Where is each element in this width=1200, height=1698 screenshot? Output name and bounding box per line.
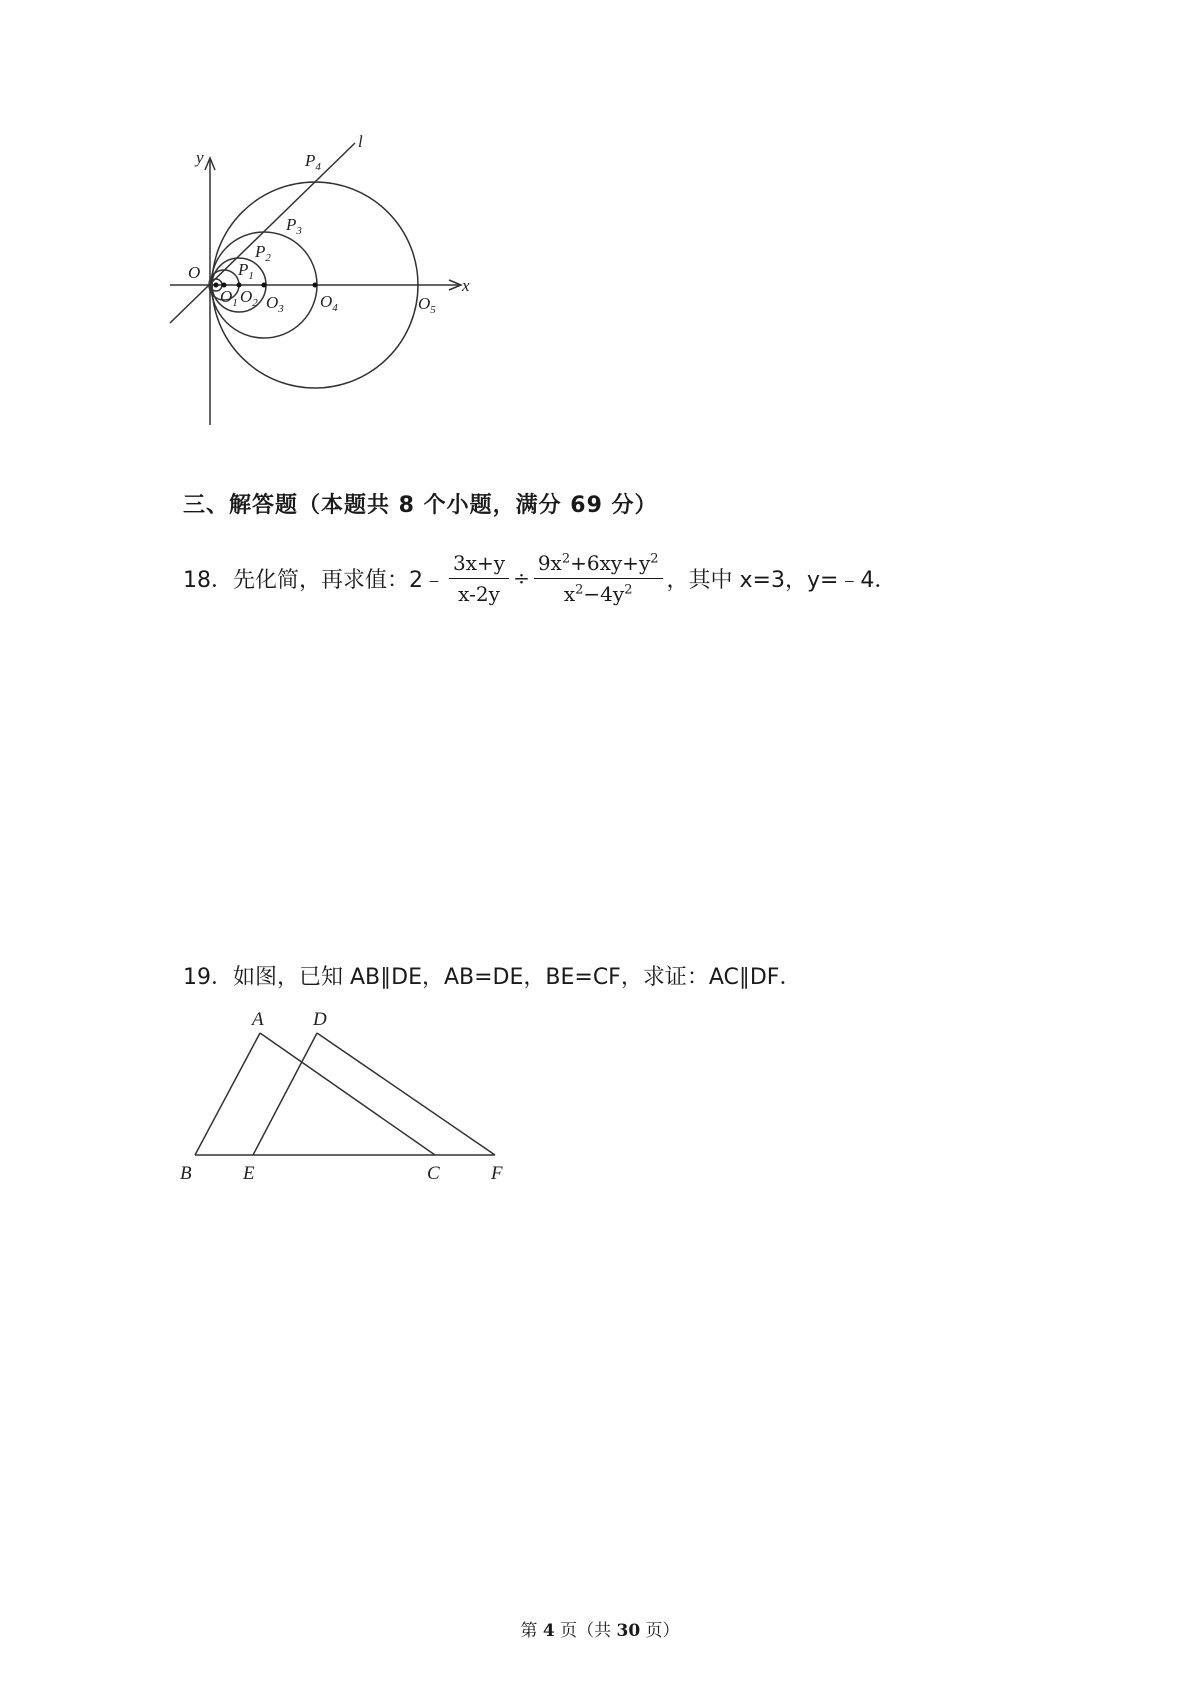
label-p4: $P_4$ [305,151,321,173]
q18-division-sign: ÷ [513,566,530,590]
label-y: y [196,148,204,167]
point-o4 [262,283,267,288]
circles-figure [160,125,520,425]
q18-fraction-1 [449,551,509,606]
label-o4: $O_4$ [320,292,338,314]
segment-ab [195,1033,260,1155]
label-o3: $O_3$ [266,293,284,315]
label-c: C [427,1163,440,1184]
question-18 [183,543,896,613]
q18-frac1-denominator: x-2y [458,581,500,606]
point-o1 [214,283,219,288]
triangles-figure [175,1005,515,1185]
segment-ac [260,1033,435,1155]
page-number: 4 [542,1621,555,1641]
page-footer: 第 4 页（共 30 页） [520,1621,680,1641]
q18-prefix: 18．先化简，再求值：2﹣ [183,567,445,593]
label-p2: $P_2$ [255,242,271,264]
q18-suffix: ，其中 x=3，y=﹣4． [666,567,897,593]
label-d: D [313,1009,327,1030]
point-o5 [313,283,318,288]
label-o5: $O_5$ [418,294,436,316]
q18-frac2-numerator: $9x^2+6xy+y^2$ [534,551,663,579]
label-l: l [358,132,363,151]
label-origin: O [188,263,201,282]
segment-df [317,1033,495,1155]
label-f: F [491,1163,503,1184]
label-e: E [243,1163,255,1184]
label-a: A [252,1009,264,1030]
label-p1: $P_1$ [238,260,254,282]
q18-frac1-numerator: 3x+y [449,551,509,579]
q18-fraction-2 [534,551,663,606]
label-x: x [462,276,470,295]
label-o2: $O_2$ [240,287,258,309]
total-pages: 30 [616,1621,641,1641]
question-19: 19．如图，已知 AB∥DE，AB=DE，BE=CF，求证：AC∥DF． [183,965,802,990]
label-p3: $P_3$ [286,215,302,237]
label-o1: $O_1$ [220,287,238,309]
q18-frac2-denominator: $x^2-4y^2$ [563,581,633,606]
section-title: 三、解答题（本题共 8 个小题，满分 69 分） [183,493,658,518]
label-b: B [180,1163,192,1184]
